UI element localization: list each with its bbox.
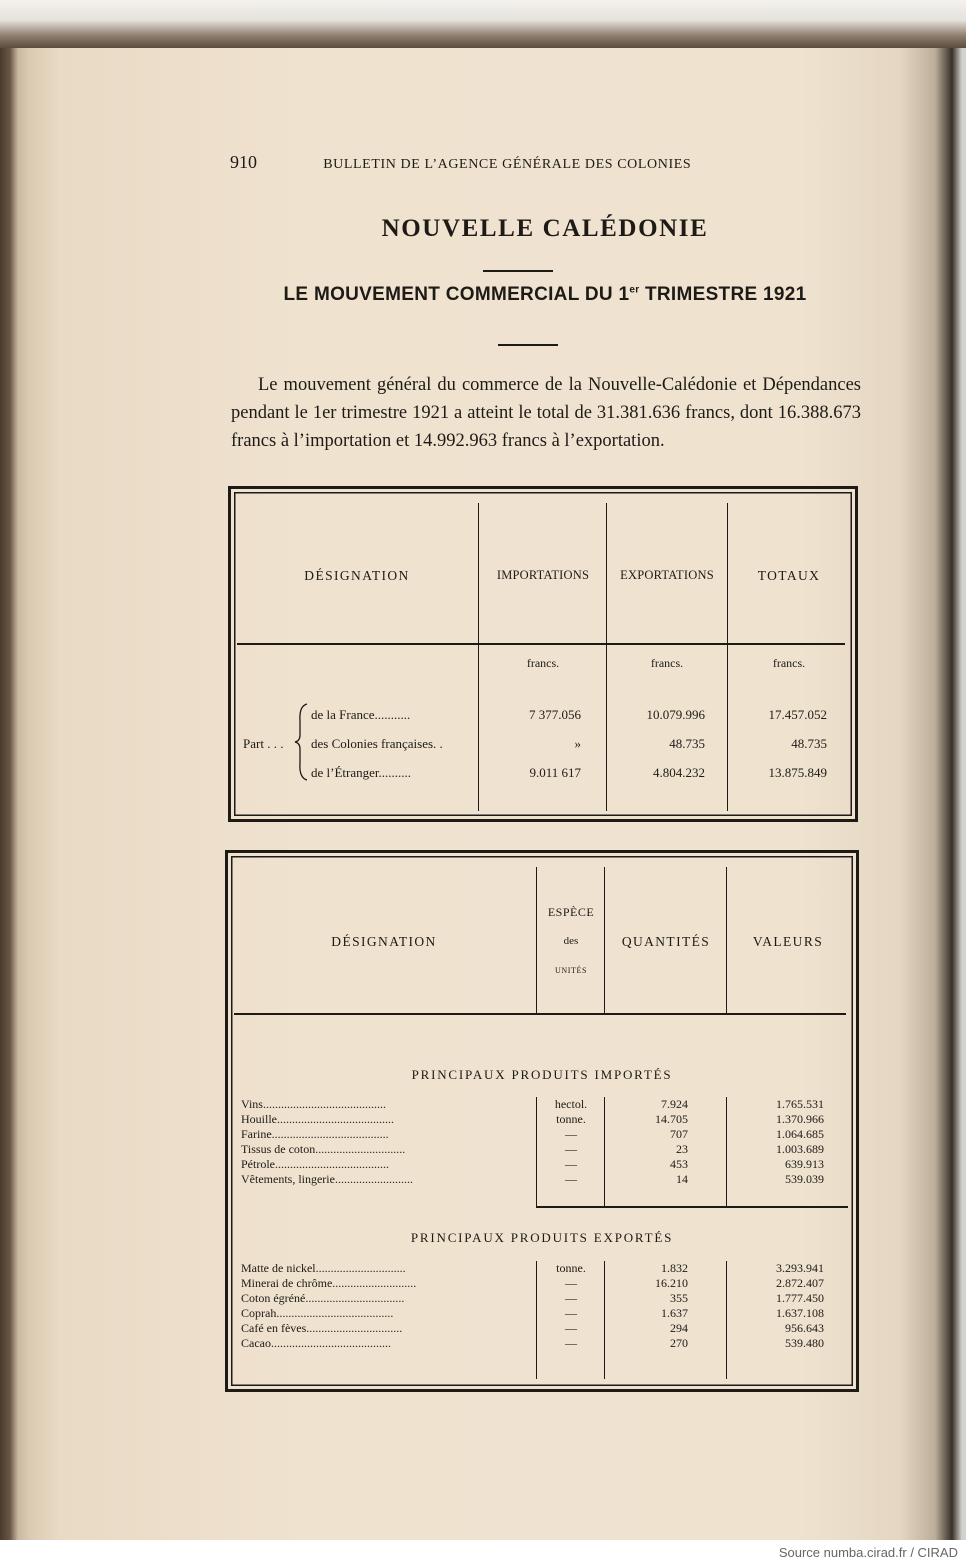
header-exportations: EXPORTATIONS [620,568,714,582]
header-quantites: QUANTITÉS [621,934,711,949]
export-unit: tonne. [556,1261,586,1275]
cell-exp-france: 10.079.996 [646,707,705,722]
exports-section-title: PRINCIPAUX PRODUITS EXPORTÉS [410,1230,674,1245]
header-valeurs: VALEURS [752,934,824,949]
intro-paragraph [231,371,861,455]
export-val: 1.637.108 [776,1306,824,1320]
page-number: 910 [230,152,257,172]
unit-importations: francs. [526,656,560,670]
header-des: des [563,935,579,947]
export-qty: 16.210 [655,1276,688,1290]
export-qty: 355 [670,1291,688,1305]
source-credit: Source numba.cirad.fr / CIRAD [778,1545,958,1560]
import-unit: — [565,1127,577,1141]
import-unit: — [565,1142,577,1156]
import-label: Vins......................................... [241,1097,386,1111]
export-qty: 294 [670,1321,688,1335]
import-label: Farine....................................... [241,1127,389,1141]
col-divider [536,1261,537,1379]
cell-exp-colonies: 48.735 [669,736,705,751]
book-top-edge [0,0,966,48]
col-divider [604,1097,605,1207]
export-qty: 1.832 [661,1261,688,1275]
header-importations: IMPORTATIONS [496,568,590,582]
col-divider [726,1261,727,1379]
header-rule [237,643,845,645]
import-val: 1.003.689 [776,1142,824,1156]
subtitle-part-b: TRIMESTRE 1921 [639,284,807,305]
header-unites: UNITÉS [554,966,588,975]
export-qty: 270 [670,1336,688,1350]
export-label: Matte de nickel.............................. [241,1261,406,1275]
export-val: 956.643 [785,1321,824,1335]
cell-tot-france: 17.457.052 [768,707,827,722]
header-totaux: TOTAUX [757,568,821,583]
import-label: Houille....................................... [241,1112,394,1126]
import-qty: 707 [670,1127,688,1141]
import-label: Vêtements, lingerie.......................... [241,1172,413,1186]
subtitle-sup: er [629,284,640,296]
export-unit: — [565,1321,577,1335]
col-divider [726,1097,727,1207]
import-unit: — [565,1157,577,1171]
header-designation: DÉSIGNATION [304,568,410,583]
running-head-text: BULLETIN DE L’AGENCE GÉNÉRALE DES COLONIES [323,157,692,172]
import-label: Tissus de coton.............................. [241,1142,406,1156]
intro-text: Le mouvement général du commerce de la Nouvelle-Calédonie et Dépendances pendant le 1er trimestre 1921 a atteint le total de 31.381.636 francs, dont 16.388.673 francs à l’importation et 14.992.963 francs à l’exportation. [231,375,861,451]
import-unit: tonne. [556,1112,586,1126]
products-table [225,850,859,1392]
import-val: 539.039 [785,1172,824,1186]
brace-icon [294,703,310,781]
import-qty: 23 [676,1142,688,1156]
imports-section-title: PRINCIPAUX PRODUITS IMPORTÉS [411,1067,673,1082]
running-head [230,152,830,173]
col-divider [604,867,605,1013]
import-val: 1.370.966 [776,1112,824,1126]
cell-imp-etranger: 9.011 617 [529,765,581,780]
import-qty: 14.705 [655,1112,688,1126]
trade-totals-table [228,486,858,822]
export-unit: — [565,1276,577,1290]
col-divider [478,503,479,811]
header-designation-2: DÉSIGNATION [331,934,437,949]
export-label: Cacao........................................ [241,1336,391,1350]
import-val: 639.913 [785,1157,824,1171]
export-label: Coton égréné................................. [241,1291,405,1305]
col-divider [726,867,727,1013]
unit-exportations: francs. [650,656,684,670]
import-label: Pétrole...................................... [241,1157,389,1171]
col-divider [727,503,728,811]
col-divider [536,867,537,1013]
page-title: NOUVELLE CALÉDONIE [381,215,709,242]
import-unit: hectol. [554,1097,588,1111]
export-label: Minerai de chrôme............................ [241,1276,417,1290]
subtitle-part-a: LE MOUVEMENT COMMERCIAL DU 1 [283,284,630,305]
page-subtitle [230,284,860,306]
export-val: 539.480 [785,1336,824,1350]
export-qty: 1.637 [661,1306,688,1320]
import-qty: 7.924 [661,1097,688,1111]
cell-exp-etranger: 4.804.232 [653,765,705,780]
export-val: 3.293.941 [776,1261,824,1275]
header-rule [234,1013,846,1015]
cell-tot-colonies: 48.735 [791,736,827,751]
row-label-etranger: de l’Étranger.......... [311,765,411,780]
export-unit: — [565,1306,577,1320]
export-unit: — [565,1336,577,1350]
export-val: 2.872.407 [776,1276,824,1290]
col-divider [604,1261,605,1379]
import-unit: — [565,1172,577,1186]
import-qty: 453 [670,1157,688,1171]
header-espece: ESPÈCE [547,905,595,919]
cell-imp-colonies: » [574,736,581,751]
export-val: 1.777.450 [776,1291,824,1305]
export-label: Café en fèves................................ [241,1321,403,1335]
export-label: Coprah....................................... [241,1306,394,1320]
unit-totaux: francs. [772,656,806,670]
import-qty: 14 [676,1172,688,1186]
title-rule [483,270,553,272]
imports-end-rule [536,1206,848,1208]
part-label: Part . . . [243,736,284,751]
cell-tot-etranger: 13.875.849 [768,765,827,780]
col-divider [536,1097,537,1207]
subtitle-rule [498,344,558,346]
export-unit: — [565,1291,577,1305]
import-val: 1.765.531 [776,1097,824,1111]
import-val: 1.064.685 [776,1127,824,1141]
row-label-colonies: des Colonies françaises. . [311,736,443,751]
row-label-france: de la France........... [311,707,411,722]
cell-imp-france: 7 377.056 [529,707,581,722]
